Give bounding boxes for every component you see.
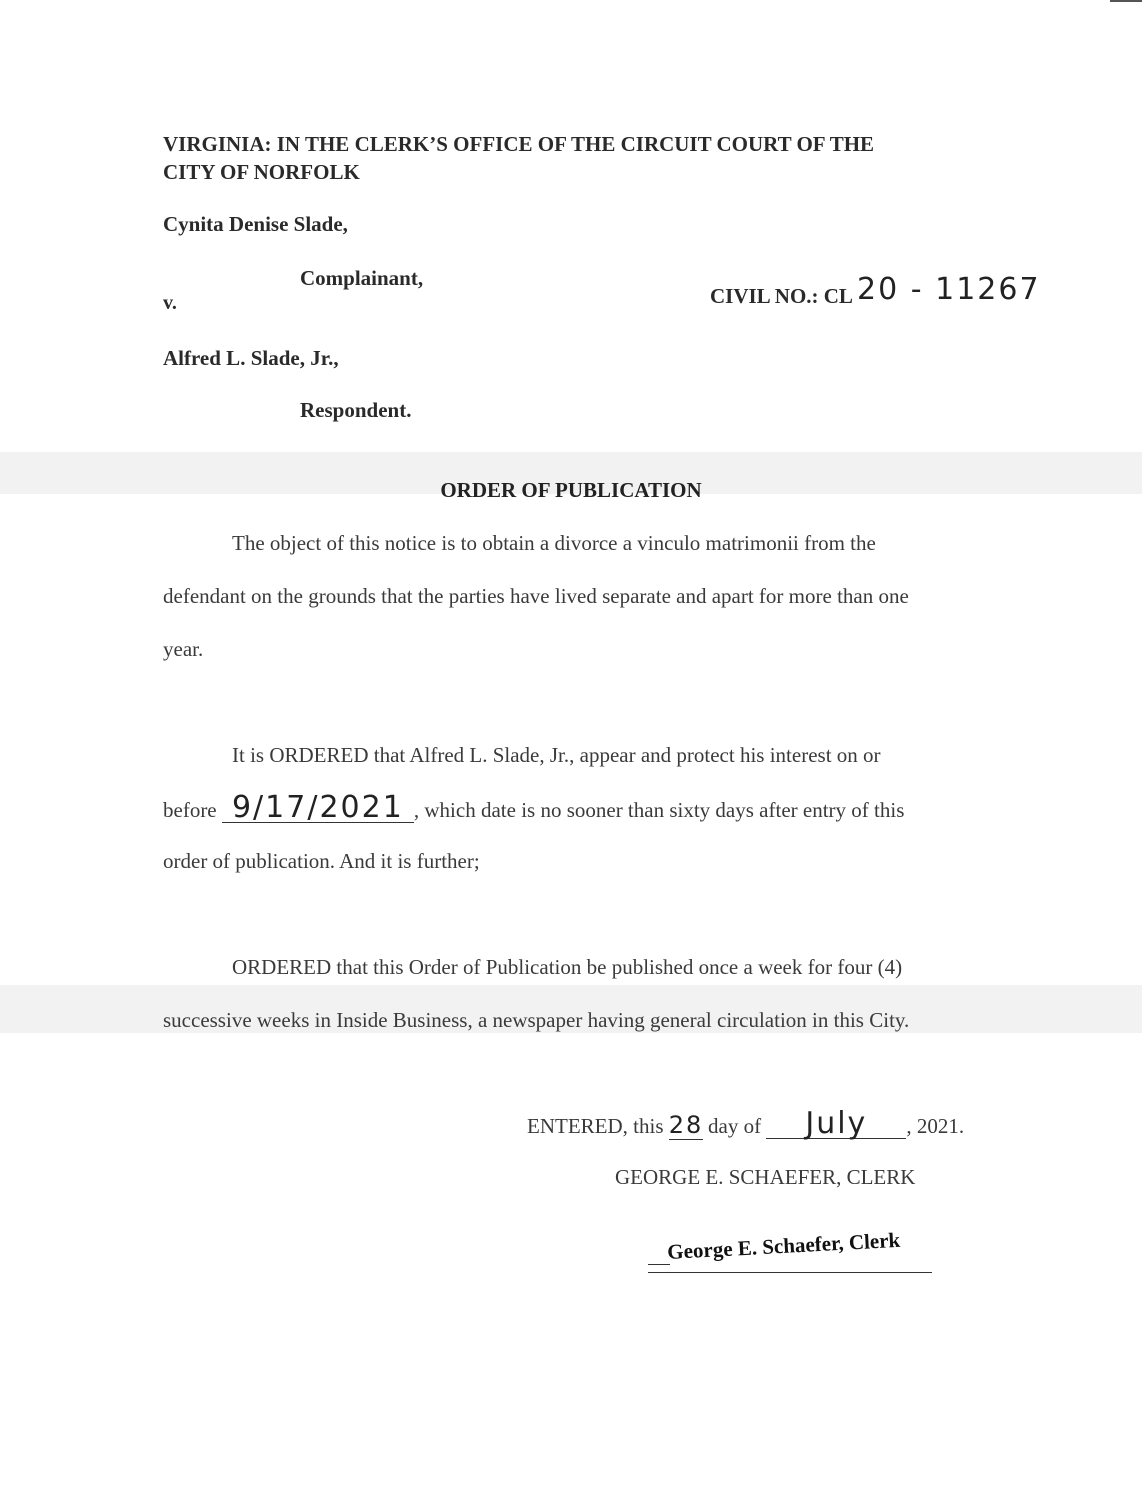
paragraph-1-line-3: year.: [163, 637, 204, 661]
complainant-name: Cynita Denise Slade,: [163, 212, 348, 236]
entered-prefix: ENTERED, this: [527, 1114, 664, 1138]
court-heading-line-2: CITY OF NORFOLK: [163, 160, 360, 184]
clerk-signature: George E. Schaefer, Clerk: [666, 1227, 901, 1265]
paragraph-1-line-1: The object of this notice is to obtain a divorce a vinculo matrimonii from the: [232, 531, 876, 555]
paragraph-2-line-2-tail: , which date is no sooner than sixty days after entry of this: [413, 798, 905, 822]
civil-number-label: CIVIL NO.: CL: [710, 284, 852, 308]
versus-label: v.: [163, 292, 177, 314]
entered-day-field: 28: [668, 1111, 704, 1139]
clerk-name: GEORGE E. SCHAEFER, CLERK: [615, 1165, 916, 1189]
civil-number-value: 20 - 11267: [857, 272, 1041, 307]
court-heading-line-1: VIRGINIA: IN THE CLERK’S OFFICE OF THE CIRCUIT COURT OF THE: [163, 132, 875, 156]
civil-number: [710, 272, 1041, 311]
appearance-date-field: 9/17/2021: [222, 794, 414, 823]
scan-corner-mark: [1110, 0, 1142, 2]
order-title: ORDER OF PUBLICATION: [440, 478, 702, 502]
before-label: before: [163, 798, 217, 822]
entered-suffix: , 2021.: [906, 1114, 965, 1138]
paragraph-2-line-2: [163, 790, 905, 825]
entered-line: [527, 1106, 965, 1141]
paragraph-1-line-2: defendant on the grounds that the parties have lived separate and apart for more than one: [163, 584, 909, 608]
paragraph-3-line-1: ORDERED that this Order of Publication be published once a week for four (4): [232, 955, 903, 979]
entered-month-field: July: [766, 1110, 906, 1139]
respondent-role: Respondent.: [300, 398, 412, 422]
signature-line: [648, 1227, 932, 1273]
entered-middle: day of: [708, 1114, 762, 1138]
paragraph-2-line-1: It is ORDERED that Alfred L. Slade, Jr., appear and protect his interest on or: [232, 743, 881, 767]
respondent-name: Alfred L. Slade, Jr.,: [163, 346, 339, 370]
paragraph-3-line-2: successive weeks in Inside Business, a newspaper having general circulation in this City.: [163, 1008, 910, 1032]
paragraph-2-line-3: order of publication. And it is further;: [163, 849, 480, 873]
signature-strike-mark: [648, 1264, 670, 1265]
complainant-role: Complainant,: [300, 266, 424, 290]
court-heading: [163, 130, 983, 186]
